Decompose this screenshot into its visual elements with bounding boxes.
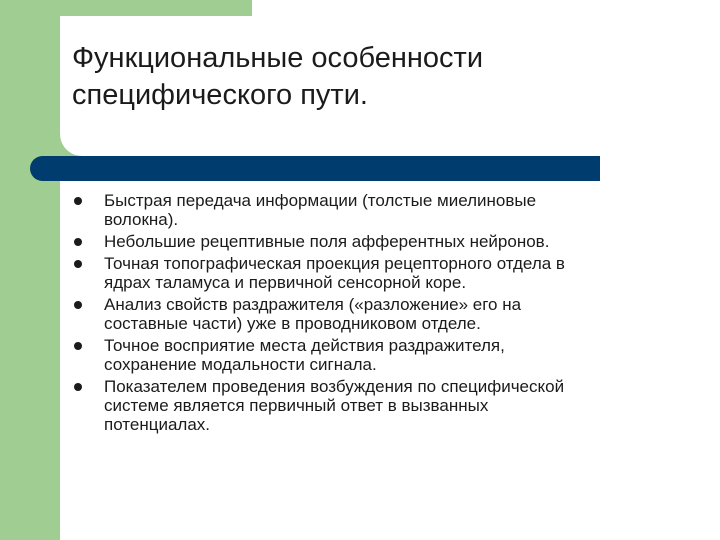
bullet-line: Точное восприятие места действия раздражителя, [104, 336, 505, 355]
bullet-item [72, 336, 662, 374]
bullet-line: Небольшие рецептивные поля афферентных нейронов. [104, 232, 550, 251]
bullet-icon [74, 197, 82, 205]
bullet-text [104, 254, 662, 292]
bullet-item [72, 254, 662, 292]
bullet-list [72, 191, 662, 437]
slide-title [72, 40, 632, 114]
bullet-line: Показателем проведения возбуждения по специфической [104, 377, 565, 396]
bullet-line: сохранение модальности сигнала. [104, 355, 377, 374]
bullet-icon [74, 238, 82, 246]
bullet-text [104, 295, 662, 333]
bullet-line: ядрах таламуса и первичной сенсорной коре. [104, 273, 467, 292]
left-accent-bar [0, 0, 60, 540]
bullet-item [72, 191, 662, 229]
bullet-text [104, 377, 662, 434]
title-divider-bar [30, 156, 600, 181]
bullet-item [72, 295, 662, 333]
bullet-line: системе является первичный ответ в вызванных [104, 396, 489, 415]
bullet-item [72, 377, 662, 434]
slide-title-line-1: Функциональные особенности [72, 42, 484, 74]
bullet-line: волокна). [104, 210, 179, 229]
bullet-line: составные части) уже в проводниковом отделе. [104, 314, 481, 333]
slide-title-line-2: специфического пути. [72, 79, 368, 111]
bullet-icon [74, 342, 82, 350]
bullet-text [104, 232, 662, 251]
bullet-line: потенциалах. [104, 415, 211, 434]
bullet-line: Быстрая передача информации (толстые миелиновые [104, 191, 537, 210]
bullet-text [104, 191, 662, 229]
bullet-line: Анализ свойств раздражителя («разложение» его на [104, 295, 522, 314]
bullet-icon [74, 260, 82, 268]
bullet-text [104, 336, 662, 374]
bullet-icon [74, 383, 82, 391]
bullet-item [72, 232, 662, 251]
bullet-line: Точная топографическая проекция рецепторного отдела в [104, 254, 565, 273]
bullet-icon [74, 301, 82, 309]
